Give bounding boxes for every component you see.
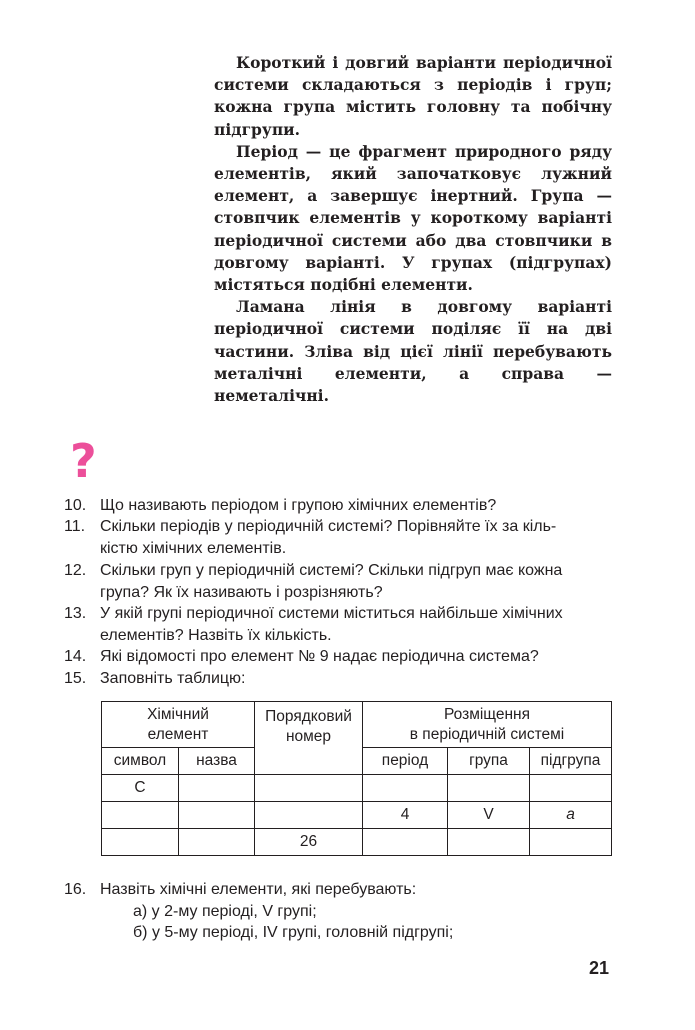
table-cell (255, 775, 363, 802)
table-cell: а (530, 802, 612, 829)
table-cell (179, 775, 255, 802)
question-16-item-a: а) у 2-му періоді, V групі; (133, 903, 317, 920)
table-cell (255, 802, 363, 829)
question-16-item-b: б) у 5-му періоді, IV групі, головній підгрупі; (133, 924, 454, 941)
question-text-line-1: Скільки періодів у періодичній системі? Порівняйте їх за кіль- (100, 518, 557, 535)
question-text: Заповніть таблицю: (100, 670, 246, 687)
question-text-line-2: кістю хімічних елементів. (100, 539, 287, 557)
question-text: Які відомості про елемент № 9 надає періодична система? (100, 648, 539, 665)
question-number: 10. (64, 497, 87, 514)
question-text-line-1: У якій групі періодичної системи міститься найбільше хімічних (100, 605, 563, 622)
header-period: період (363, 748, 448, 775)
table-cell: 4 (363, 802, 448, 829)
question-14 (64, 646, 612, 668)
table-cell (363, 829, 448, 856)
question-number: 12. (64, 562, 87, 579)
table-cell (530, 829, 612, 856)
header-group: група (448, 748, 530, 775)
table-cell (102, 829, 179, 856)
table-header-row (102, 702, 612, 748)
question-number: 14. (64, 648, 87, 665)
question-11 (64, 516, 612, 559)
question-text: Що називають періодом і групою хімічних елементів? (100, 497, 497, 514)
question-15 (64, 668, 612, 690)
table-cell (363, 775, 448, 802)
question-text: Назвіть хімічні елементи, які перебувають: (100, 881, 417, 898)
table-cell (179, 802, 255, 829)
header-chemical-element: Хімічний елемент (102, 702, 255, 748)
question-text-line-1: Скільки груп у періодичній системі? Скільки підгруп має кожна (100, 562, 563, 579)
summary-paragraph-2: Період — це фрагмент природного ряду елементів, який започатковує лужний елемент, а завершує інертний. Група — стовпчик елементів у короткому варіанті періодичної системи або два стовпчики в довгому варіанті. У групах (підгрупах) містяться подібні елементи. (214, 141, 612, 295)
summary-paragraph-3: Ламана лінія в довгому варіанті періодичної системи поділяє її на дві частини. Зліва від цієї лінії перебувають металічні елементи, а справа — неметалічні. (214, 297, 612, 406)
table-cell: 26 (255, 829, 363, 856)
table-cell (448, 775, 530, 802)
table-cell (179, 829, 255, 856)
summary-paragraph-1: Короткий і довгий варіанти періодичної системи складаються з періодів і груп; кожна група містить головну та побічну підгрупи. (214, 53, 612, 139)
table-cell (530, 775, 612, 802)
question-text-line-2: група? Як їх називають і розрізняють? (100, 583, 383, 601)
question-10 (64, 495, 612, 517)
question-16 (64, 879, 612, 901)
page-number: 21 (589, 958, 610, 978)
header-name: назва (179, 748, 255, 775)
question-number: 15. (64, 670, 87, 687)
header-subgroup: підгрупа (530, 748, 612, 775)
table-row (102, 775, 612, 802)
question-number: 11. (64, 518, 86, 535)
question-mark-icon: ? (70, 434, 97, 488)
summary-block (214, 52, 612, 407)
table-cell: V (448, 802, 530, 829)
table-cell: С (102, 775, 179, 802)
question-number: 13. (64, 605, 87, 622)
question-13 (64, 603, 612, 646)
table-cell (102, 802, 179, 829)
header-symbol: символ (102, 748, 179, 775)
header-placement: Розміщення в періодичній системі (363, 702, 612, 748)
header-ordinal-number: Порядковий номер (255, 702, 363, 775)
question-12 (64, 560, 612, 603)
fill-in-table (101, 701, 612, 856)
table-row (102, 802, 612, 829)
question-text-line-2: елементів? Назвіть їх кількість. (100, 626, 332, 644)
question-number: 16. (64, 881, 87, 898)
table-cell (448, 829, 530, 856)
table-row (102, 829, 612, 856)
